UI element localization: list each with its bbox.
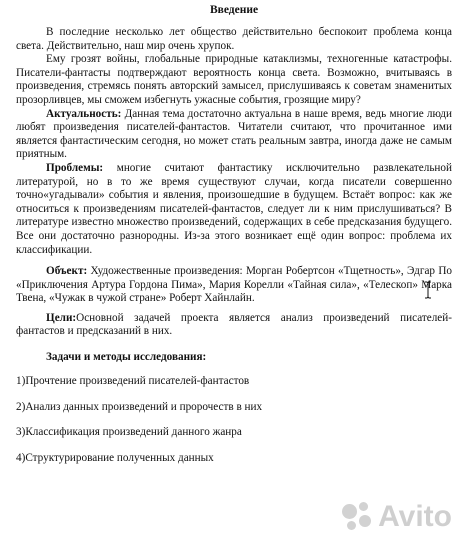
document-page <box>16 4 452 465</box>
page-title: Введение <box>209 4 259 16</box>
task-item-4: 4)Структурирование полученных данных <box>16 451 214 464</box>
goals-text: Основной задачей проекта является анализ произведений писателей-фантастов и предсказаний в них. <box>16 311 452 338</box>
watermark <box>342 500 452 534</box>
intro-paragraph-2: Ему грозят войны, глобальные природные катаклизмы, техногенные катастрофы. Писатели-фантасты подтверждают вероятность конца света. Возможно, вчитываясь в произведения, стремясь понять авторский замысел, прислушиваясь к советам знаменитых прозорливцев, мы сможем избегнуть ужасные события, грозящие миру? <box>16 53 452 106</box>
goals-label: Цели: <box>46 311 77 324</box>
goals-paragraph <box>16 312 452 339</box>
watermark-text: Avito <box>378 500 452 533</box>
task-item-1: 1)Прочтение произведений писателей-фантастов <box>16 375 250 388</box>
problems-label: Проблемы: <box>46 161 104 174</box>
object-text: Художественные произведения: Морган Робертсон «Тщетность», Эдгар По «Приключения Артура Гордона Пима», Мария Корелли «Тайная сила», «Телескоп» Марка Твена, «Чужак в чужой стране» Роберт Хайнлайн. <box>16 265 452 305</box>
problems-paragraph <box>16 162 452 257</box>
intro-paragraph-1: В последние несколько лет общество действительно беспокоит проблема конца света. Действительно, наш мир очень хрупок. <box>16 26 452 52</box>
object-paragraph <box>16 265 452 306</box>
text-cursor-icon <box>424 281 432 299</box>
relevance-paragraph <box>16 108 452 162</box>
problems-text: многие считают фантастику исключительно развлекательной литературой, но в то же время существуют случаи, когда писатели совершенно точно«угадывали» события и явления, произошедшие в будущем. Встаёт вопрос: как же относиться к произведениям писателей-фантастов, следует ли к ним прислушиваться? В литературе известно множество произведений, содержащих в себе предсказания будущего. Все они достаточно разнородны. Из-за этого возникает ещё один вопрос: проблема их классификации. <box>16 161 452 256</box>
object-label: Объект: <box>46 265 88 278</box>
relevance-label: Актуальность: <box>46 107 122 120</box>
task-item-3: 3)Классификация произведений данного жанра <box>16 426 242 439</box>
relevance-text: Данная тема достаточно актуальна в наше время, ведь многие люди любят произведения писателей-фантастов. Читатели считают, что прочитанное ими является фантастическим сегодня, но может стать реальным завтра, иногда даже не самым приятным. <box>16 107 452 161</box>
avito-logo-icon <box>342 502 372 532</box>
task-item-2: 2)Анализ данных произведений и пророчеств в них <box>16 400 263 413</box>
tasks-heading: Задачи и методы исследования: <box>46 351 207 364</box>
